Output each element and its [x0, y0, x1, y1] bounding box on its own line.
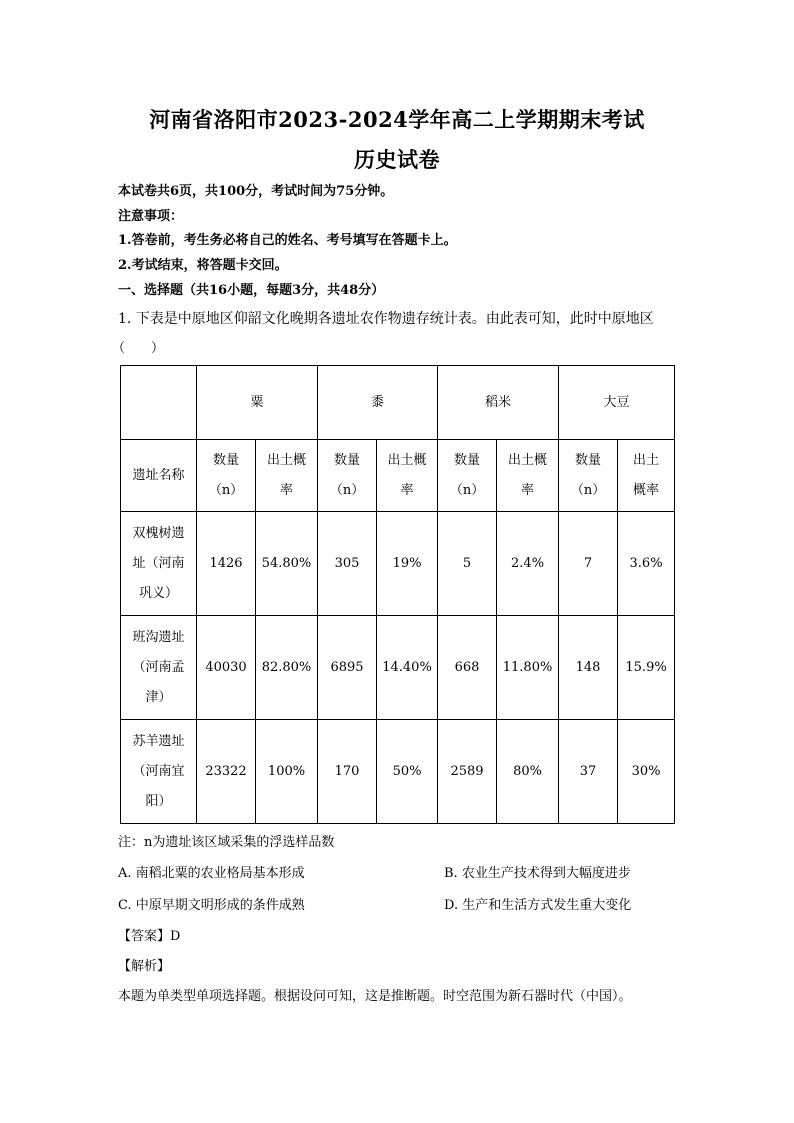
- value-cell: 3.6%: [618, 512, 675, 616]
- value-cell: 148: [559, 616, 618, 720]
- notice-rule-2: 2.考试结束，将答题卡交回。: [118, 258, 288, 273]
- table-corner-cell: [121, 366, 197, 440]
- site-name-cell: 双槐树遗 址（河南 巩义）: [121, 512, 197, 616]
- value-cell: 50%: [377, 720, 438, 824]
- probability-header: 出土 概率: [618, 440, 675, 512]
- count-header: 数量 （n）: [318, 440, 377, 512]
- probability-header: 出土概 率: [497, 440, 559, 512]
- crop-remains-table: [120, 365, 675, 824]
- value-cell: 14.40%: [377, 616, 438, 720]
- analysis-heading: 【解析】: [118, 959, 171, 974]
- table-row: [121, 720, 675, 824]
- table-row: [121, 616, 675, 720]
- table-subheader-row: [121, 440, 675, 512]
- table-note: 注：n为遗址该区域采集的浮选样品数: [118, 835, 335, 850]
- value-cell: 23322: [197, 720, 256, 824]
- notice-rule-1: 1.答卷前，考生务必将自己的姓名、考号填写在答题卡上。: [118, 233, 457, 248]
- value-cell: 7: [559, 512, 618, 616]
- count-header: 数量 （n）: [438, 440, 497, 512]
- value-cell: 54.80%: [256, 512, 318, 616]
- table-row: [121, 512, 675, 616]
- value-cell: 305: [318, 512, 377, 616]
- value-cell: 37: [559, 720, 618, 824]
- option-d[interactable]: D. 生产和生活方式发生重大变化: [444, 898, 632, 913]
- probability-header: 出土概 率: [256, 440, 318, 512]
- exam-info: 本试卷共6页，共100分，考试时间为75分钟。: [118, 184, 394, 199]
- value-cell: 5: [438, 512, 497, 616]
- value-cell: 30%: [618, 720, 675, 824]
- option-b[interactable]: B. 农业生产技术得到大幅度进步: [444, 866, 631, 881]
- crop-header: 大豆: [559, 366, 675, 440]
- answer-blank: （ ）: [112, 341, 165, 356]
- table-header-row: [121, 366, 675, 440]
- crop-header: 粟: [197, 366, 318, 440]
- value-cell: 6895: [318, 616, 377, 720]
- analysis-text: 本题为单类型单项选择题。根据设问可知，这是推断题。时空范围为新石器时代（中国）。: [118, 989, 632, 1004]
- crop-header: 稻米: [438, 366, 559, 440]
- count-header: 数量 （n）: [559, 440, 618, 512]
- document-subtitle: 历史试卷: [354, 147, 440, 172]
- value-cell: 2589: [438, 720, 497, 824]
- value-cell: 170: [318, 720, 377, 824]
- value-cell: 82.80%: [256, 616, 318, 720]
- value-cell: 2.4%: [497, 512, 559, 616]
- value-cell: 11.80%: [497, 616, 559, 720]
- document-title: 河南省洛阳市2023-2024学年高二上学期期末考试: [149, 107, 645, 132]
- value-cell: 668: [438, 616, 497, 720]
- value-cell: 80%: [497, 720, 559, 824]
- value-cell: 100%: [256, 720, 318, 824]
- count-header: 数量 （n）: [197, 440, 256, 512]
- site-name-cell: 班沟遗址 （河南孟 津）: [121, 616, 197, 720]
- option-a[interactable]: A. 南稻北粟的农业格局基本形成: [118, 866, 305, 881]
- value-cell: 40030: [197, 616, 256, 720]
- answer-label: 【答案】D: [118, 929, 181, 944]
- site-name-cell: 苏羊遗址 （河南宜 阳）: [121, 720, 197, 824]
- notice-heading: 注意事项：: [118, 209, 184, 224]
- question-stem: 1. 下表是中原地区仰韶文化晚期各遗址农作物遗存统计表。由此表可知，此时中原地区: [118, 311, 654, 327]
- crop-header: 黍: [318, 366, 438, 440]
- option-c[interactable]: C. 中原早期文明形成的条件成熟: [118, 898, 305, 913]
- value-cell: 1426: [197, 512, 256, 616]
- value-cell: 19%: [377, 512, 438, 616]
- site-name-header: 遗址名称: [121, 440, 197, 512]
- section-heading: 一、选择题（共16小题，每题3分，共48分）: [118, 283, 385, 298]
- probability-header: 出土概 率: [377, 440, 438, 512]
- value-cell: 15.9%: [618, 616, 675, 720]
